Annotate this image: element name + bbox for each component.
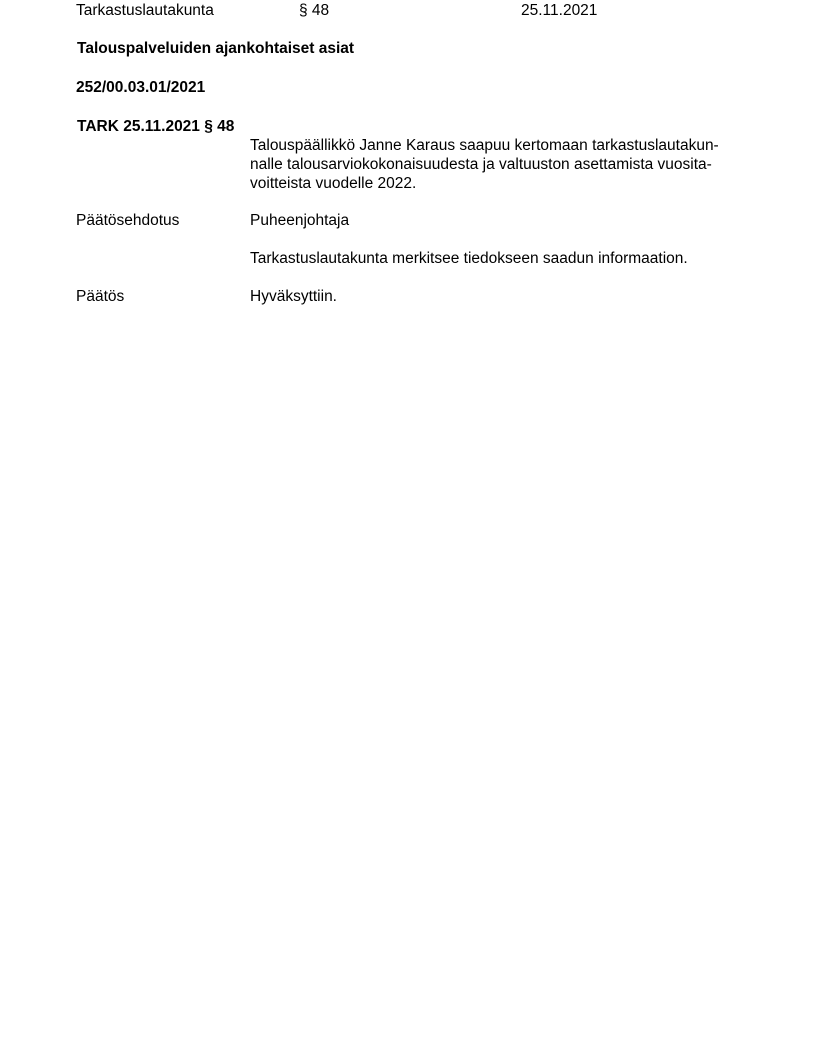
decision-text: Hyväksyttiin. [250, 288, 337, 305]
item-title: Talouspalveluiden ajankohtaiset asiat [77, 40, 355, 57]
item-description [250, 136, 750, 193]
proposal-label: Päätösehdotus [76, 212, 180, 229]
item-reference: TARK 25.11.2021 § 48 [77, 118, 235, 135]
decision-label: Päätös [76, 288, 125, 305]
description-line: voitteista vuodelle 2022. [250, 175, 417, 192]
proposal-proposer: Puheenjohtaja [250, 212, 350, 229]
header-date: 25.11.2021 [521, 2, 598, 19]
header-section-number: § 48 [299, 2, 330, 19]
proposal-text: Tarkastuslautakunta merkitsee tiedokseen saadun informaation. [250, 250, 688, 267]
record-number: 252/00.03.01/2021 [76, 79, 206, 96]
header-body-name: Tarkastuslautakunta [76, 2, 214, 19]
description-line: Talouspäällikkö Janne Karaus saapuu kertomaan tarkastuslautakun- [250, 137, 719, 154]
description-line: nalle talousarviokokonaisuudesta ja valtuuston asettamista vuosita- [250, 156, 712, 173]
